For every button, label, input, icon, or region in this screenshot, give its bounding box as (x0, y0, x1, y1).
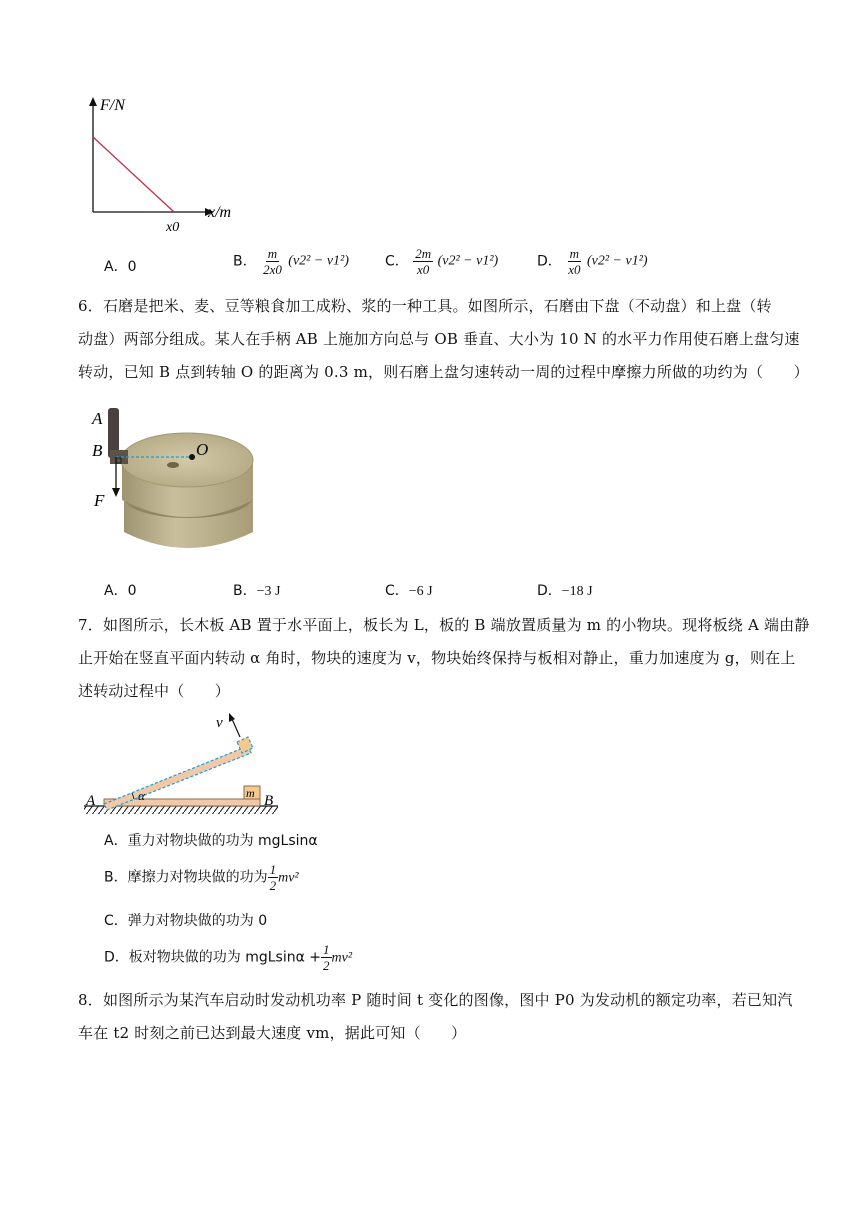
q5-option-c-tail: (v2² − v1²) (437, 253, 499, 269)
y-axis-label: F/N (100, 97, 125, 114)
q6-option-b[interactable] (233, 580, 280, 600)
q5-option-c-letter: C． (385, 253, 409, 270)
q6-option-a-letter: A． (104, 583, 128, 599)
q6-line-1: 6．石磨是把米、麦、豆等粮食加工成粉、浆的一种工具。如图所示，石磨由下盘（不动盘）和上盘（转 (78, 297, 772, 315)
label-a: A (92, 409, 103, 428)
q7-option-d-fraction: $\frac{1}{2}$ (323, 942, 330, 973)
q6-option-b-value: −3 J (256, 584, 281, 599)
q6-line-3: 转动，已知 B 点到转轴 O 的距离为 0.3 m，则石磨上盘匀速转动一周的过程中摩擦力所做的功约为（ ） (78, 363, 809, 381)
q6-option-b-letter: B． (233, 583, 257, 599)
q7-option-d-prefix: D．板对物块做的功为 mgLsinα + (104, 949, 322, 966)
q7-line-2: 止开始在竖直平面内转动 α 角时，物块的速度为 v，物块始终保持与板相对静止，重力加速度为 g，则在上 (78, 649, 796, 667)
q6-option-d[interactable] (537, 580, 593, 600)
q6-line-2: 动盘）两部分组成。某人在手柄 AB 上施加方向总与 OB 垂直、大小为 10 N 的水平力作用使石磨上盘匀速 (78, 330, 800, 348)
q5-option-b-letter: B． (233, 253, 257, 270)
q5-option-c-fraction: $\frac{2m}{x0}$ (415, 246, 432, 277)
q7-option-b-fraction: $\frac{1}{2}$ (269, 862, 277, 893)
force-arrowhead (112, 488, 120, 497)
label-b: B (92, 441, 103, 460)
q5-option-d[interactable] (537, 246, 648, 277)
q7-option-b[interactable] (104, 862, 299, 893)
q5-option-d-fraction: $\frac{m}{x0}$ (568, 246, 581, 277)
q5-option-b[interactable] (233, 246, 349, 277)
q6-option-d-letter: D． (537, 583, 562, 599)
velocity-arrow (232, 719, 240, 737)
y-axis-arrow (89, 97, 97, 106)
q6-option-c-letter: C． (385, 583, 409, 599)
q6-option-c-value: −6 J (408, 584, 433, 599)
q6-option-d-value: −18 J (561, 584, 593, 599)
q5-option-a-letter: A． (104, 259, 128, 275)
force-line (93, 137, 174, 212)
q7-option-b-prefix: B．摩擦力对物块做的功为 (104, 869, 268, 886)
q7-option-d-tail: mv² (331, 950, 353, 966)
q5-option-d-letter: D． (537, 253, 562, 270)
label-alpha: α (138, 788, 145, 803)
q5-option-a-value: 0 (127, 259, 137, 275)
q5-option-c[interactable] (385, 246, 498, 277)
x-tick-label: x0 (166, 220, 180, 234)
upper-stone-top (121, 433, 253, 487)
q6-option-a-value: 0 (127, 583, 137, 599)
q7-line-1: 7．如图所示，长木板 AB 置于水平面上，板长为 L，板的 B 端放置质量为 m 的小物块。现将板绕 A 端由静 (78, 616, 810, 634)
velocity-arrowhead (229, 713, 235, 722)
label-b-end: B (264, 793, 274, 809)
label-v: v (216, 715, 223, 731)
q8-line-1: 8．如图所示为某汽车启动时发动机功率 P 随时间 t 变化的图像，图中 P0 为发动机的额定功率，若已知汽 (78, 991, 793, 1009)
q7-option-b-tail: mv² (278, 870, 299, 886)
q5-option-d-tail: (v2² − v1²) (586, 253, 648, 269)
axis-point-o (189, 454, 195, 460)
x-axis-label: x/m (208, 204, 232, 221)
q5-option-b-tail: (v2² − v1²) (288, 253, 349, 269)
force-displacement-graph (80, 94, 250, 234)
q6-option-c[interactable] (385, 580, 433, 600)
q5-option-b-fraction: $\frac{m}{2x0}$ (263, 246, 282, 277)
q7-option-a[interactable]: A．重力对物块做的功为 mgLsinα (104, 833, 318, 849)
q5-option-a[interactable] (104, 256, 137, 276)
board-figure (82, 708, 282, 818)
center-hole (167, 462, 179, 468)
label-m: m (246, 786, 255, 800)
q6-option-a[interactable] (104, 580, 137, 600)
label-o: O (196, 440, 209, 459)
q8-line-2: 车在 t2 时刻之前已达到最大速度 vm，据此可知（ ） (78, 1024, 467, 1042)
label-a-end: A (86, 793, 96, 809)
q7-option-c[interactable]: C．弹力对物块做的功为 0 (104, 913, 268, 929)
q7-line-3: 述转动过程中（ ） (78, 682, 231, 700)
millstone-figure (88, 402, 263, 560)
q7-option-d[interactable] (104, 942, 352, 973)
label-f: F (94, 491, 105, 510)
